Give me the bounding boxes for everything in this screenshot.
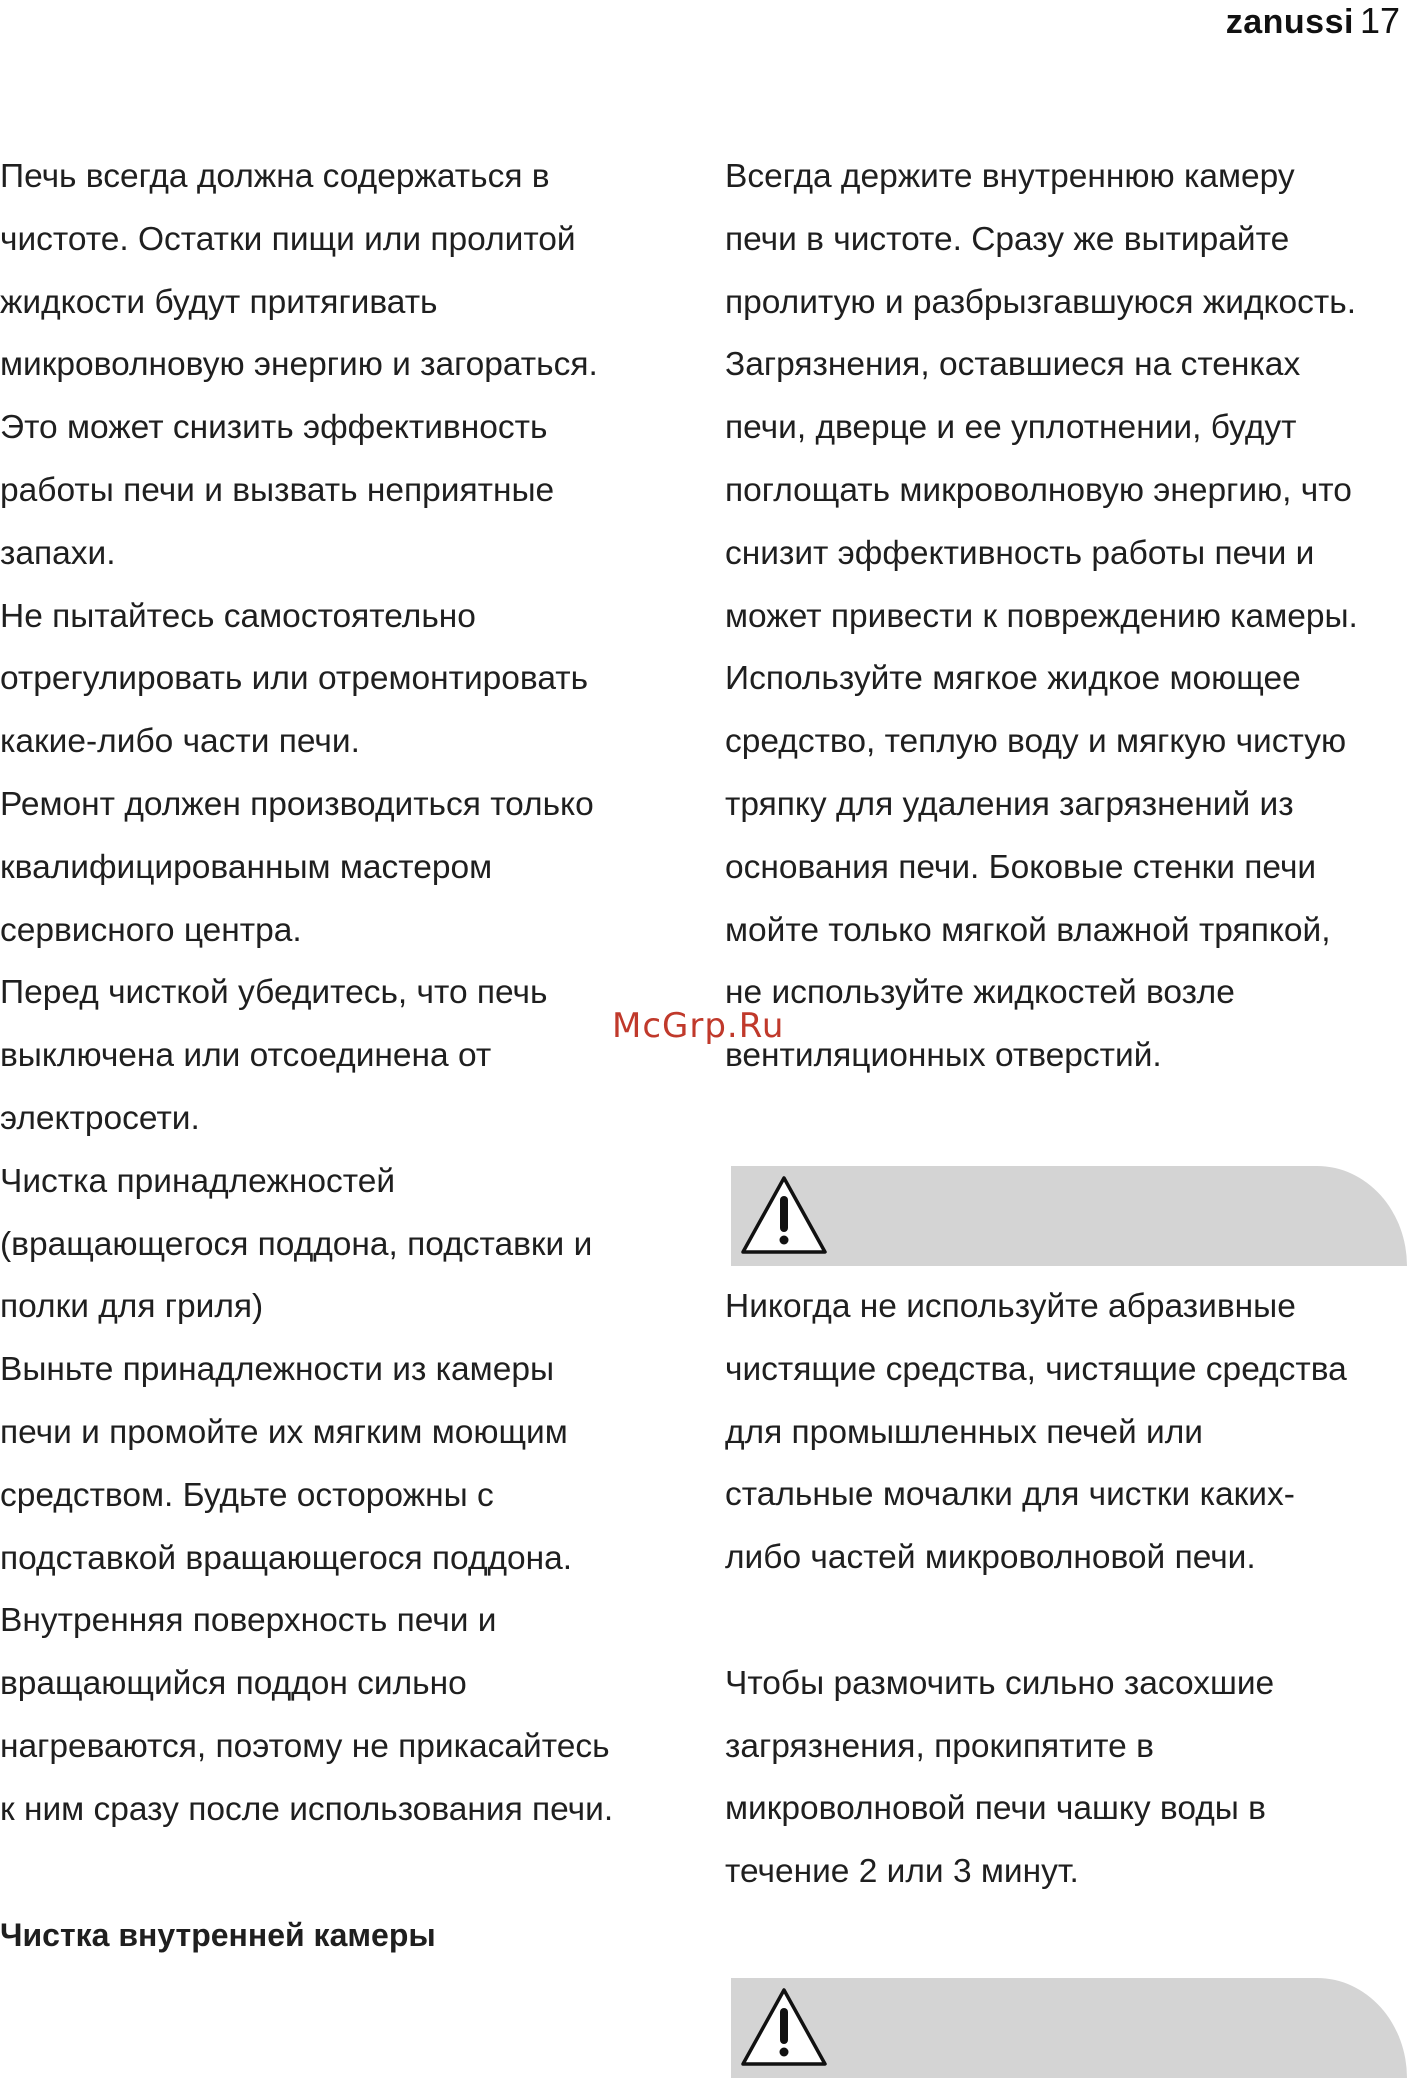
text-line: средство, теплую воду и мягкую чистую xyxy=(725,723,1347,761)
text-line: Перед чисткой убедитесь, что печь xyxy=(0,974,548,1012)
text-line: средством. Будьте осторожны с xyxy=(0,1476,494,1514)
page-header xyxy=(1226,0,1400,40)
warning-text xyxy=(725,1276,1414,1590)
text-line: Чтобы размочить сильно засохшие xyxy=(725,1664,1275,1702)
text-line: сервисного центра. xyxy=(0,911,302,949)
text-line: Никогда не используйте абразивные xyxy=(725,1287,1296,1325)
text-line: загрязнения, прокипятите в xyxy=(725,1727,1154,1765)
text-line: запахи. xyxy=(0,534,116,572)
text-line: вентиляционных отверстий. xyxy=(725,1037,1162,1075)
text-line: жидкости будут притягивать xyxy=(0,283,438,321)
text-line: Ремонт должен производиться только xyxy=(0,785,594,823)
text-line: микроволновой печи чашку воды в xyxy=(725,1790,1266,1828)
brand-logo: zanussi xyxy=(1225,3,1354,41)
warning-bar xyxy=(731,1166,1407,1266)
text-line: либо частей микроволновой печи. xyxy=(725,1539,1256,1577)
text-line: электросети. xyxy=(0,1099,200,1137)
text-line: тряпку для удаления загрязнений из xyxy=(725,785,1294,823)
text-line: Это может снизить эффективность xyxy=(0,409,548,447)
text-line: микроволновую энергию и загораться. xyxy=(0,346,598,384)
text-line: какие-либо части печи. xyxy=(0,723,360,761)
text-line: пролитую и разбрызгавшуюся жидкость. xyxy=(725,283,1357,321)
right-column xyxy=(725,146,1414,2078)
text-line: работы печи и вызвать неприятные xyxy=(0,471,555,509)
text-line: течение 2 или 3 минут. xyxy=(725,1853,1079,1891)
left-column xyxy=(0,146,680,1967)
text-line: может привести к повреждению камеры. xyxy=(725,597,1358,635)
text-line: отрегулировать или отремонтировать xyxy=(0,660,589,698)
text-line: полки для гриля) xyxy=(0,1288,264,1326)
spacer xyxy=(725,1590,1414,1653)
warning-triangle-icon xyxy=(739,1986,829,2068)
watermark: McGrp.Ru xyxy=(612,1006,785,1046)
text-line: Используйте мягкое жидкое моющее xyxy=(725,660,1301,698)
warning-triangle-icon xyxy=(739,1174,829,1256)
tip-text xyxy=(725,1653,1414,1904)
text-line: выключена или отсоединена от xyxy=(0,1037,492,1075)
text-line: Внутренняя поверхность печи и xyxy=(0,1602,497,1640)
text-line: Выньте принадлежности из камеры xyxy=(0,1351,555,1389)
text-line: печи в чистоте. Сразу же вытирайте xyxy=(725,220,1290,258)
text-line: чистящие средства, чистящие средства xyxy=(725,1350,1347,1388)
text-line: поглощать микроволновую энергию, что xyxy=(725,471,1352,509)
text-line: Всегда держите внутреннюю камеру xyxy=(725,158,1295,195)
text-line: квалифицированным мастером xyxy=(0,848,493,886)
page-number: 17 xyxy=(1359,0,1400,41)
spacer xyxy=(0,1842,680,1905)
text-line: к ним сразу после использования печи. xyxy=(0,1790,614,1828)
text-line: не используйте жидкостей возле xyxy=(725,974,1235,1012)
text-line: чистоте. Остатки пищи или пролитой xyxy=(0,220,576,258)
text-line: подставкой вращающегося поддона. xyxy=(0,1539,573,1577)
text-line: Чистка принадлежностей xyxy=(0,1162,396,1200)
text-line: Загрязнения, оставшиеся на стенках xyxy=(725,346,1301,384)
text-line: нагреваются, поэтому не прикасайтесь xyxy=(0,1727,610,1765)
text-line: мойте только мягкой влажной тряпкой, xyxy=(725,911,1331,949)
right-column-text xyxy=(725,146,1414,1088)
text-line: стальные мочалки для чистки каких- xyxy=(725,1476,1295,1514)
text-line: снизит эффективность работы печи и xyxy=(725,534,1315,572)
text-line: Не пытайтесь самостоятельно xyxy=(0,597,476,635)
text-line: печи и промойте их мягким моющим xyxy=(0,1413,568,1451)
warning-bar-2 xyxy=(731,1978,1407,2078)
text-line: основания печи. Боковые стенки печи xyxy=(725,848,1317,886)
section-heading: Чистка внутренней камеры xyxy=(0,1917,436,1954)
text-line: Печь всегда должна содержаться в xyxy=(0,158,550,195)
text-line: для промышленных печей или xyxy=(725,1413,1203,1451)
text-line: (вращающегося поддона, подставки и xyxy=(0,1225,593,1263)
text-line: печи, дверце и ее уплотнении, будут xyxy=(725,409,1297,447)
text-line: вращающийся поддон сильно xyxy=(0,1665,467,1703)
left-column-text xyxy=(0,146,680,1842)
